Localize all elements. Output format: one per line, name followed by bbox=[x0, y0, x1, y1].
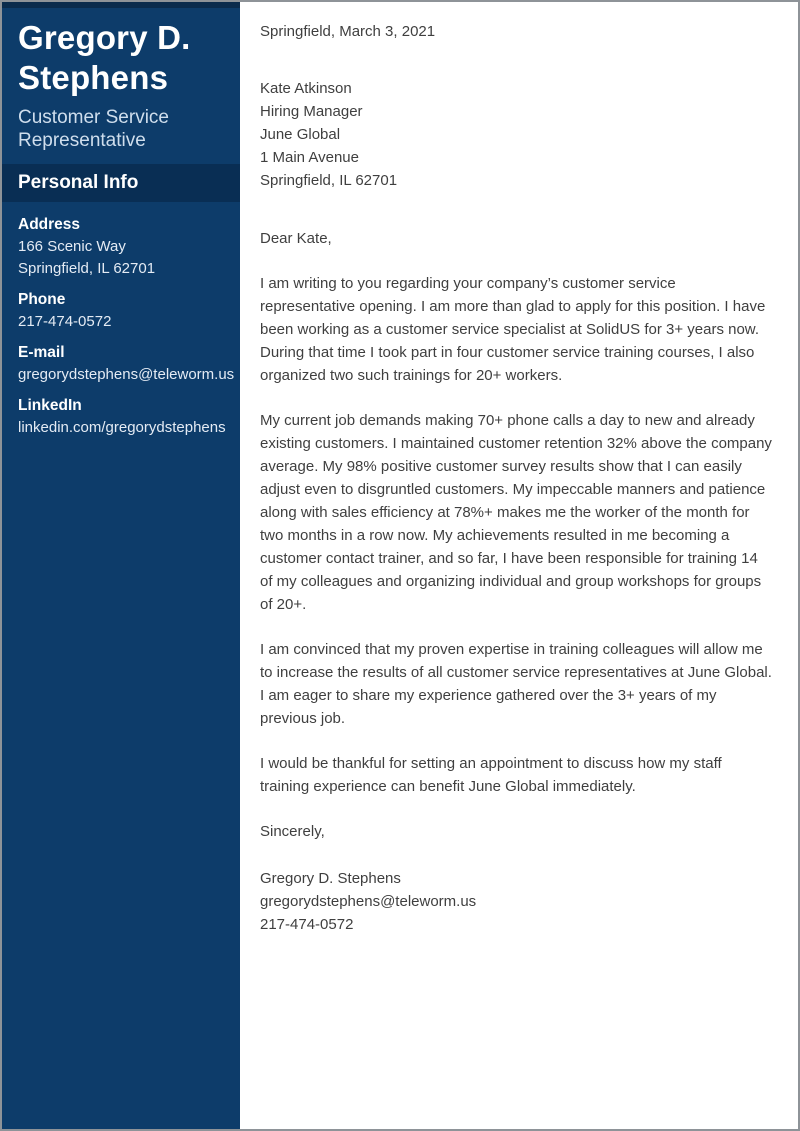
person-name-line2: Stephens bbox=[18, 59, 169, 96]
person-job-title-line1: Customer Service bbox=[18, 107, 169, 128]
signature-name: Gregory D. Stephens bbox=[260, 870, 401, 887]
address-line1: 166 Scenic Way bbox=[18, 238, 126, 255]
closing: Sincerely, bbox=[260, 823, 325, 840]
salutation: Dear Kate, bbox=[260, 230, 332, 247]
personal-info-fields bbox=[2, 202, 240, 439]
recipient-role: Hiring Manager bbox=[260, 103, 363, 120]
phone-label: Phone bbox=[18, 291, 66, 308]
email-value: gregorydstephens@teleworm.us bbox=[18, 366, 235, 383]
field-linkedin bbox=[18, 395, 226, 439]
recipient-city: Springfield, IL 62701 bbox=[260, 172, 398, 189]
letter-paragraph-2: My current job demands making 70+ phone calls a day to new and already existing customers. I maintained customer retention 32% above the company average. My 98% positive customer survey results show that I can easily adjust even to disgruntled customers. My impeccable manners and patience along with sales efficiency at 78%+ makes me the worker of the month for two months in a row now. My achievements resulted in me becoming a customer contact trainer, and so far, I have been responsible for training 14 of my colleagues and organizing individual and group workshops for groups of 20+. bbox=[260, 412, 772, 613]
letter-paragraph-3: I am convinced that my proven expertise in training colleagues will allow me to increase the results of all customer service representatives at June Global. I am eager to share my experience gathered over the 3+ years of my previous job. bbox=[260, 641, 772, 727]
recipient-company: June Global bbox=[260, 126, 341, 143]
signature-block bbox=[260, 867, 773, 936]
person-job-title-line2: Representative bbox=[18, 130, 146, 151]
email-label: E-mail bbox=[18, 344, 65, 361]
phone-value: 217-474-0572 bbox=[18, 313, 112, 330]
person-job-title bbox=[18, 106, 224, 152]
letter-dateline: Springfield, March 3, 2021 bbox=[260, 23, 436, 40]
person-name-line1: Gregory D. bbox=[18, 19, 191, 56]
letter-paragraph-1: I am writing to you regarding your company’s customer service representative opening. I am more than glad to apply for this position. I have been working as a customer service specialist at SolidUS for 3+ years now. During that time I took part in four customer service training courses, I also organized two such trainings for 20+ workers. bbox=[260, 275, 766, 384]
signature-phone: 217-474-0572 bbox=[260, 916, 354, 933]
field-email bbox=[18, 342, 235, 386]
linkedin-value: linkedin.com/gregorydstephens bbox=[18, 419, 226, 436]
sidebar bbox=[2, 2, 240, 1129]
person-name bbox=[18, 18, 224, 98]
address-line2: Springfield, IL 62701 bbox=[18, 260, 156, 277]
letter-paragraph-4: I would be thankful for setting an appointment to discuss how my staff training experience can benefit June Global immediately. bbox=[260, 755, 722, 795]
recipient-street: 1 Main Avenue bbox=[260, 149, 359, 166]
field-phone bbox=[18, 289, 226, 333]
personal-info-section-band bbox=[2, 164, 240, 202]
recipient-name: Kate Atkinson bbox=[260, 80, 352, 97]
recipient-block bbox=[260, 77, 773, 192]
linkedin-label: LinkedIn bbox=[18, 397, 82, 414]
sidebar-header bbox=[2, 8, 240, 152]
letter-body bbox=[242, 2, 798, 1129]
field-address bbox=[18, 214, 226, 280]
address-label: Address bbox=[18, 216, 81, 233]
signature-email: gregorydstephens@teleworm.us bbox=[260, 893, 477, 910]
personal-info-heading: Personal Info bbox=[18, 172, 139, 193]
